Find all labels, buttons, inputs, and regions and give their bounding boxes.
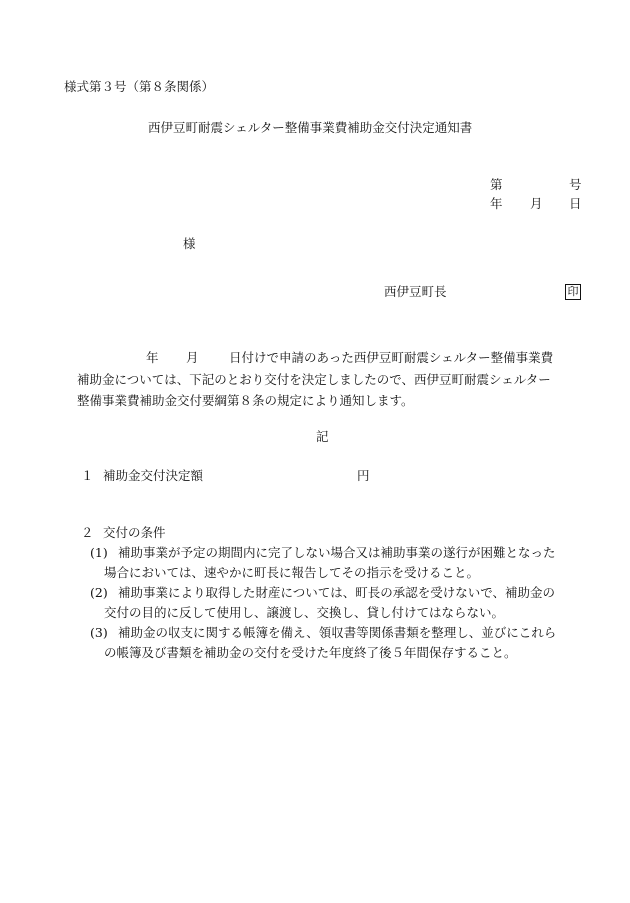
body-year: 年 xyxy=(146,350,159,365)
body-month: 月 xyxy=(186,350,199,365)
condition-2-line-1: 補助事業により取得した財産については、町長の承認を受けないで、補助金の xyxy=(118,585,556,600)
body-line-1: 日付けで申請のあった西伊豆町耐震シェルター整備事業費 xyxy=(229,350,554,365)
condition-2-line-2: 交付の目的に反して使用し、譲渡し、交換し、貸し付けてはならない。 xyxy=(104,605,505,620)
condition-3-line-2: の帳簿及び書類を補助金の交付を受けた年度終了後５年間保存すること。 xyxy=(104,645,517,660)
document-title: 西伊豆町耐震シェルター整備事業費補助金交付決定通知書 xyxy=(148,120,473,135)
condition-3-number: (3) xyxy=(90,625,108,640)
seal-mark: 印 xyxy=(565,284,581,300)
date-month: 月 xyxy=(530,196,543,211)
doc-number-suffix: 号 xyxy=(569,177,582,192)
item1-unit: 円 xyxy=(357,468,370,483)
condition-3-line-1: 補助金の収支に関する帳簿を備え、領収書等関係書類を整理し、並びにこれら xyxy=(118,625,557,640)
date-year: 年 xyxy=(490,196,503,211)
date-day: 日 xyxy=(569,196,582,211)
addressee-suffix: 様 xyxy=(183,236,196,251)
condition-1-line-2: 場合においては、速やかに町長に報告してその指示を受けること。 xyxy=(104,565,480,580)
item1-label: 補助金交付決定額 xyxy=(103,468,204,483)
condition-1-line-1: 補助事業が予定の期間内に完了しない場合又は補助事業の遂行が困難となった xyxy=(118,545,556,560)
issuer-name: 西伊豆町長 xyxy=(384,284,447,299)
condition-2-number: (2) xyxy=(90,585,108,600)
body-line-3: 整備事業費補助金交付要綱第８条の規定により通知します。 xyxy=(77,393,414,408)
item2-label: 交付の条件 xyxy=(103,525,166,540)
form-label: 様式第３号（第８条関係） xyxy=(64,79,215,94)
doc-number-prefix: 第 xyxy=(490,177,503,192)
condition-1-number: (1) xyxy=(90,545,108,560)
item2-number: ２ xyxy=(81,525,94,540)
body-line-2: 補助金については、下記のとおり交付を決定しましたので、西伊豆町耐震シェルター xyxy=(77,372,551,387)
ki-heading: 記 xyxy=(316,429,329,444)
item1-number: １ xyxy=(81,468,94,483)
